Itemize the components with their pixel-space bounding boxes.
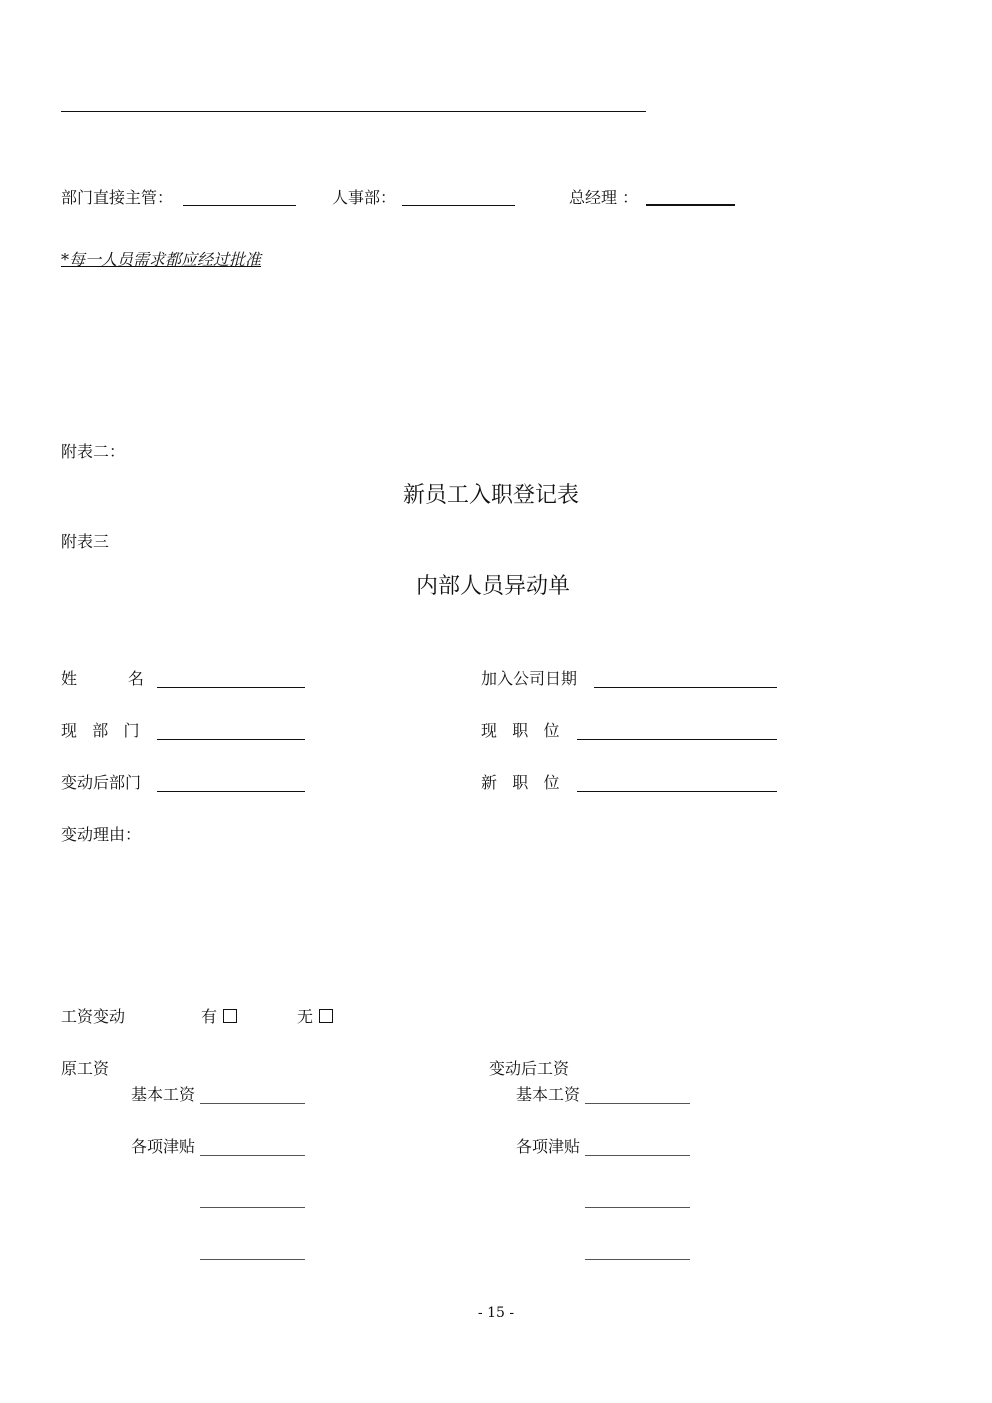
original-allowance-label: 各项津贴 (131, 1137, 196, 1156)
join-date-field-line[interactable] (594, 687, 777, 688)
dept-supervisor-label: 部门直接主管： (61, 188, 174, 207)
general-manager-label: 总经理 ： (569, 188, 639, 207)
no-label: 无 (297, 1007, 314, 1026)
original-extra-line-2[interactable] (200, 1259, 305, 1260)
yes-checkbox[interactable] (223, 1009, 237, 1023)
appendix3-label: 附表三 (61, 532, 110, 551)
salary-change-no[interactable] (297, 1007, 333, 1027)
after-extra-line-2[interactable] (585, 1259, 690, 1260)
after-base-salary-label: 基本工资 (516, 1085, 581, 1104)
after-allowance-label: 各项津贴 (516, 1137, 581, 1156)
new-position-label: 新 职 位 (481, 773, 560, 792)
name-label: 姓 名 (61, 669, 144, 688)
current-dept-field-line[interactable] (157, 739, 305, 740)
appendix2-title: 新员工入职登记表 (403, 483, 580, 508)
top-rule (61, 111, 646, 112)
current-dept-label: 现 部 门 (61, 721, 140, 740)
original-extra-line-1[interactable] (200, 1207, 305, 1208)
reason-label: 变动理由： (61, 825, 142, 844)
no-checkbox[interactable] (319, 1009, 333, 1023)
salary-change-yes[interactable] (201, 1007, 237, 1027)
new-dept-label: 变动后部门 (61, 773, 142, 792)
new-position-field-line[interactable] (577, 791, 777, 792)
original-base-salary-line[interactable] (200, 1103, 305, 1104)
approval-note: *每一人员需求都应经过批准 (61, 250, 262, 269)
original-base-salary-label: 基本工资 (131, 1085, 196, 1104)
after-salary-label: 变动后工资 (489, 1059, 570, 1078)
after-extra-line-1[interactable] (585, 1207, 690, 1208)
original-salary-label: 原工资 (61, 1059, 110, 1078)
after-base-salary-line[interactable] (585, 1103, 690, 1104)
after-allowance-line[interactable] (585, 1155, 690, 1156)
join-date-label: 加入公司日期 (481, 669, 578, 688)
current-position-label: 现 职 位 (481, 721, 560, 740)
original-allowance-line[interactable] (200, 1155, 305, 1156)
general-manager-signature-line[interactable] (646, 204, 735, 206)
appendix2-label: 附表二： (61, 442, 126, 461)
name-field-line[interactable] (157, 687, 305, 688)
salary-change-label: 工资变动 (61, 1007, 126, 1026)
appendix3-title: 内部人员异动单 (416, 574, 571, 599)
yes-label: 有 (201, 1007, 218, 1026)
hr-dept-signature-line[interactable] (402, 205, 515, 206)
dept-supervisor-signature-line[interactable] (183, 205, 296, 206)
current-position-field-line[interactable] (577, 739, 777, 740)
new-dept-field-line[interactable] (157, 791, 305, 792)
page-number: - 15 - (477, 1305, 515, 1321)
hr-dept-label: 人事部： (332, 188, 397, 207)
